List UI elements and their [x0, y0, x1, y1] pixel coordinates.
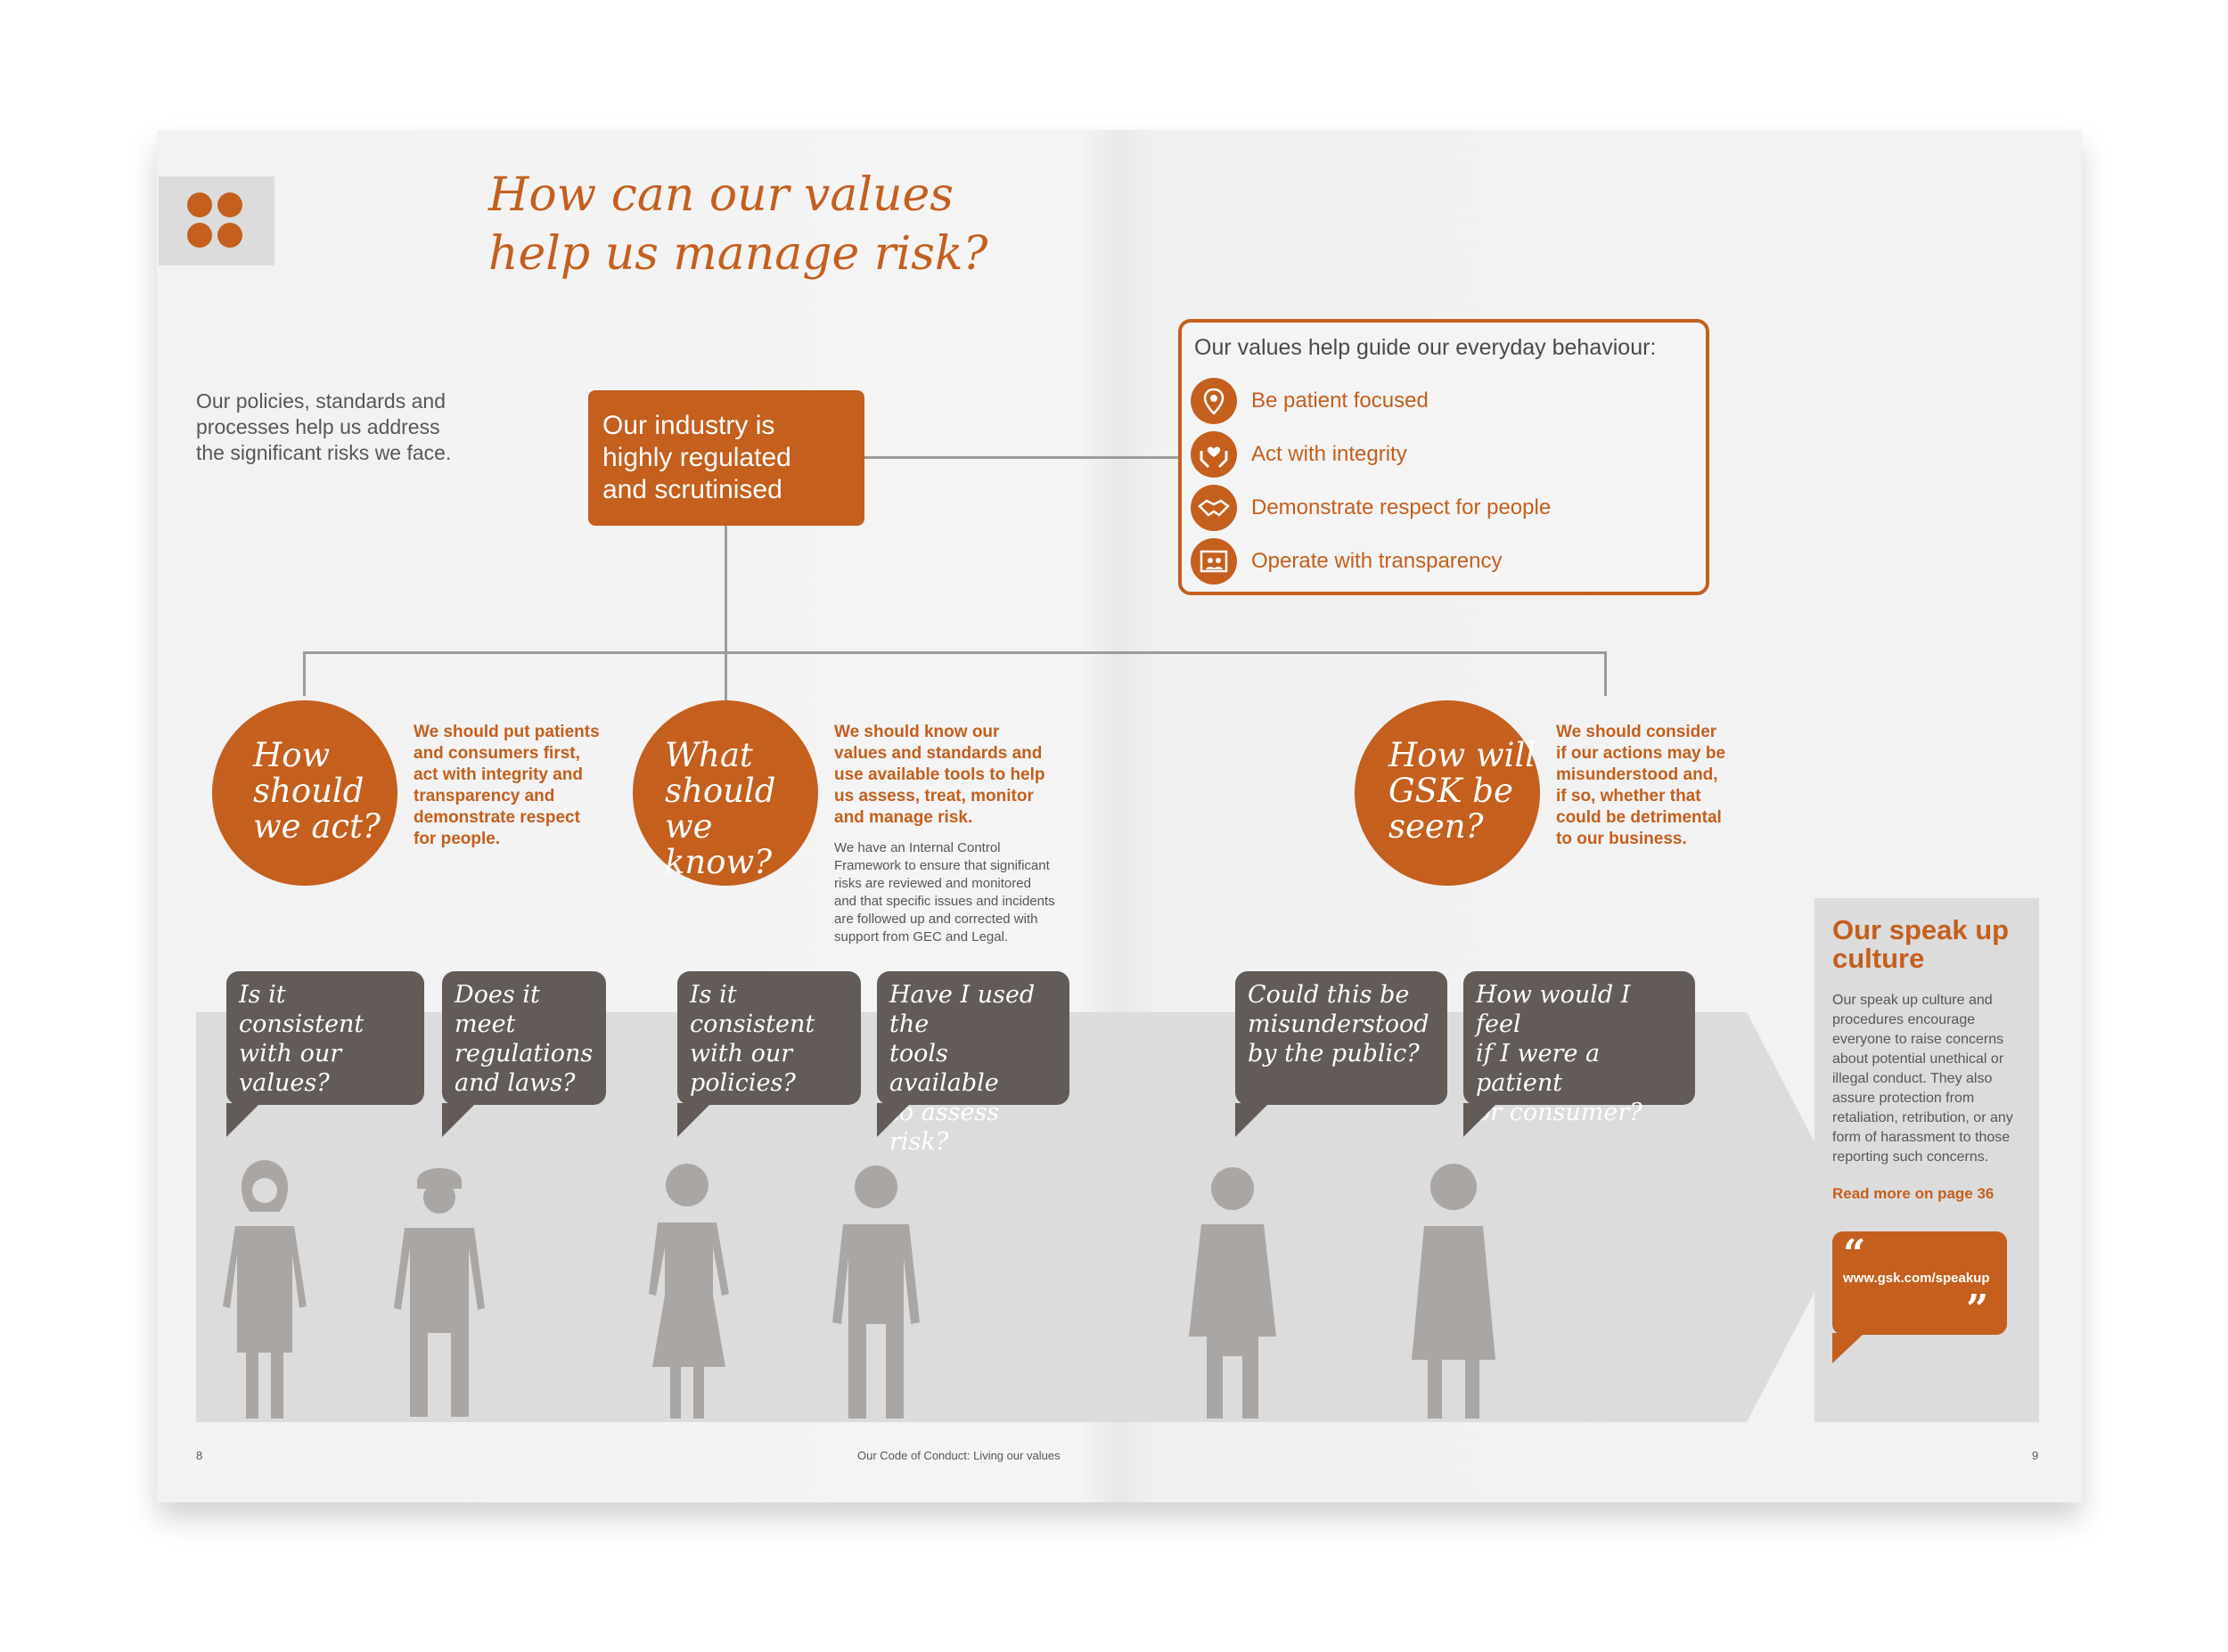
speech-bubble: [877, 971, 1069, 1156]
speech-line: Is it consistent: [239, 981, 365, 1038]
value-label: Demonstrate respect for people: [1251, 495, 1552, 519]
desc-line: us assess, treat, monitor: [834, 787, 1034, 806]
desc-line: We should consider: [1556, 723, 1717, 741]
title-line-1: How can our values: [488, 168, 954, 222]
intro-text: Our policies, standards and processes help us address the significant risks we face.: [196, 389, 452, 464]
speech-line: misunderstood: [1248, 1010, 1429, 1038]
close-quote-icon: ”: [1966, 1287, 1989, 1332]
desc-line: misunderstood and,: [1556, 765, 1718, 784]
values-icon-tile: [159, 176, 274, 266]
desc-line: act with integrity and: [414, 765, 584, 784]
desc-line: for people.: [414, 830, 501, 848]
worker-figure: [390, 1155, 488, 1422]
speech-line: to assess risk?: [889, 1099, 1000, 1156]
pin-heart-icon: [1191, 378, 1237, 424]
pharmacist-figure: [638, 1155, 736, 1422]
hub-line: highly regulated: [602, 443, 791, 472]
speech-line: with our values?: [239, 1040, 342, 1097]
question-bubble: [212, 700, 397, 886]
note-line: We have an Internal Control: [834, 840, 1001, 855]
bubble-line: How will: [1388, 736, 1536, 774]
value-label: Act with integrity: [1251, 442, 1407, 466]
hands-heart-icon: [217, 192, 242, 217]
speech-line: tools available: [889, 1040, 999, 1097]
desc-line: use available tools to help: [834, 765, 1045, 784]
speak-up-title-line: culture: [1832, 943, 1925, 974]
desc-line: transparency and: [414, 787, 555, 806]
desc-line: We should put patients: [414, 723, 600, 741]
desc-line: to our business.: [1556, 830, 1687, 848]
connector-line: [303, 651, 306, 696]
bubble-line: GSK be: [1388, 772, 1513, 810]
speak-up-url-box: [1832, 1231, 2007, 1335]
note-line: Framework to ensure that significant: [834, 858, 1050, 873]
page-number-left: 8: [196, 1449, 203, 1462]
connector-line: [864, 456, 1178, 459]
window-people-icon: [1191, 538, 1237, 585]
speech-line: if I were a patient: [1476, 1040, 1601, 1097]
speak-up-url[interactable]: www.gsk.com/speakup: [1843, 1271, 1990, 1286]
bubble-line: What: [665, 736, 753, 774]
desc-line: and consumers first,: [414, 744, 580, 763]
question-bubble: [1355, 700, 1540, 886]
page-title: [488, 166, 987, 283]
desc-line: values and standards and: [834, 744, 1043, 763]
handshake-icon: [1191, 485, 1237, 531]
speech-line: Have I used the: [889, 981, 1036, 1038]
desc-line: demonstrate respect: [414, 808, 580, 827]
hub-line: and scrutinised: [602, 475, 782, 504]
speech-line: regulations: [455, 1040, 594, 1067]
patient-figure: [1405, 1155, 1503, 1422]
speech-line: Does it meet: [455, 981, 540, 1038]
speech-bubble: [1235, 971, 1447, 1105]
handshake-icon: [187, 223, 212, 248]
speech-line: or consumer?: [1476, 1099, 1642, 1126]
bubble-line: How: [253, 736, 331, 774]
speak-up-sidebar: [1814, 898, 2039, 1422]
brochure-spread: [157, 130, 2082, 1502]
speech-bubble: [1463, 971, 1695, 1126]
connector-line: [303, 651, 1606, 654]
bubble-line: we know?: [665, 807, 773, 881]
nurse-figure: [216, 1155, 314, 1422]
hands-heart-icon: [1191, 431, 1237, 478]
desc-line: if our actions may be: [1556, 744, 1726, 763]
bubble-line: we act?: [253, 807, 381, 846]
note-line: are followed up and corrected with: [834, 912, 1038, 927]
speech-bubble: [226, 971, 424, 1105]
doctor-figure: [1184, 1155, 1282, 1422]
question-description: [834, 722, 1045, 829]
businessman-figure: [827, 1155, 925, 1422]
speak-up-title: [1832, 916, 2009, 973]
value-label: Be patient focused: [1251, 388, 1429, 413]
desc-line: and manage risk.: [834, 808, 973, 827]
window-people-icon: [217, 223, 242, 248]
speech-bubble: [442, 971, 606, 1105]
hub-box: [588, 390, 864, 526]
values-box: [1178, 319, 1709, 595]
values-heading: Our values help guide our everyday behaviour:: [1194, 335, 1657, 360]
question-description: [414, 722, 600, 850]
speak-up-title-line: Our speak up: [1832, 914, 2010, 945]
connector-line: [1604, 651, 1607, 696]
bubble-line: seen?: [1388, 807, 1484, 846]
quote-tail: [1832, 1333, 1864, 1363]
open-quote-icon: “: [1843, 1231, 1866, 1277]
page-number-right: 9: [2032, 1449, 2039, 1462]
speech-line: How would I feel: [1476, 981, 1631, 1038]
speech-line: by the public?: [1248, 1040, 1420, 1067]
question-description: [1556, 722, 1725, 850]
note-line: risks are reviewed and monitored: [834, 876, 1031, 891]
note-line: support from GEC and Legal.: [834, 929, 1009, 945]
speak-up-body: Our speak up culture and procedures encourage everyone to raise concerns about potential unethical or illegal conduct. They also assure protection from retaliation, retribution, or any form of harassment to those reporting such concerns.: [1832, 993, 2013, 1165]
footer-title: Our Code of Conduct: Living our values: [857, 1449, 1061, 1462]
speech-line: with our: [690, 1040, 793, 1067]
value-label: Operate with transparency: [1251, 549, 1503, 573]
pin-heart-icon: [187, 192, 212, 217]
speech-bubble: [677, 971, 861, 1105]
bubble-line: should: [665, 772, 776, 810]
hub-line: Our industry is: [602, 411, 775, 440]
speech-line: policies?: [690, 1069, 796, 1097]
read-more-link[interactable]: Read more on page 36: [1832, 1185, 1995, 1202]
question-bubble: [633, 700, 818, 886]
desc-line: could be detrimental: [1556, 808, 1722, 827]
note-line: and that specific issues and incidents: [834, 894, 1055, 909]
speech-line: Is it consistent: [690, 981, 815, 1038]
bubble-line: should: [253, 772, 365, 810]
title-line-2: help us manage risk?: [488, 227, 988, 281]
internal-control-note: [834, 839, 1055, 946]
speech-line: Could this be: [1248, 981, 1410, 1009]
speech-line: and laws?: [455, 1069, 576, 1097]
desc-line: We should know our: [834, 723, 1000, 741]
desc-line: if so, whether that: [1556, 787, 1701, 806]
